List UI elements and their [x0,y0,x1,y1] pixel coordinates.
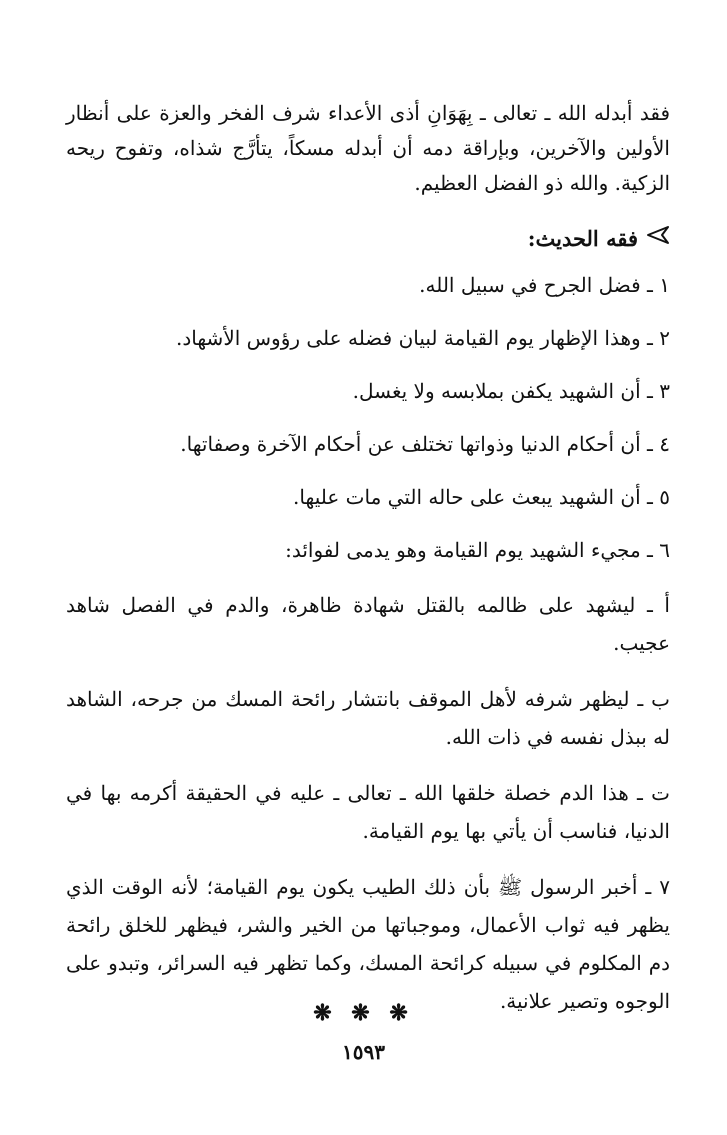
list-item: ٥ ـ أن الشهيد يبعث على حاله التي مات عليها. [293,485,670,509]
arrow-pointer-icon [646,221,670,256]
sub-item: أ ـ ليشهد على ظالمه بالقتل شهادة ظاهرة، والدم في الفصل شاهد عجيب. [66,593,670,655]
list-item: ٤ ـ أن أحكام الدنيا وذواتها تختلف عن أحكام الآخرة وصفاتها. [180,432,670,456]
intro-paragraph: فقد أبدله الله ـ تعالى ـ بِهَوَانِ أذى الأعداء شرف الفخر والعزة على أنظار الأولين والآخرين، وبإراقة دمه أن أبدله مسكاً، يتأرَّج شذاه، وتفوح ريحه الزكية. والله ذو الفضل العظيم. [66,101,671,195]
sub-item: ت ـ هذا الدم خصلة خلقها الله ـ تعالى ـ عليه في الحقيقة أكرمه بها في الدنيا، فناسب أن يأتي بها يوم القيامة. [66,781,670,843]
page-body [66,96,670,1038]
list-item: ٦ ـ مجيء الشهيد يوم القيامة وهو يدمى لفوائد: [285,538,670,562]
section-separator: ❋ ❋ ❋ [313,1000,414,1026]
arrow-pointer-svg [646,225,670,245]
page-number: ١٥٩٣ [342,1040,385,1064]
section-heading [66,221,670,256]
section-heading-text: فقه الحديث: [527,226,638,251]
sub-item: ب ـ ليظهر شرفه لأهل الموقف بانتشار رائحة المسك من جرحه، الشاهد له ببذل نفسه في ذات الله. [66,687,670,749]
list-item: ١ ـ فضل الجرح في سبيل الله. [419,273,670,297]
list-item: ٢ ـ وهذا الإظهار يوم القيامة لبيان فضله على رؤوس الأشهاد. [175,326,670,350]
list-item-7: ٧ ـ أخبر الرسول ﷺ بأن ذلك الطيب يكون يوم القيامة؛ لأنه الوقت الذي يظهر فيه ثواب الأعمال، وموجباتها من الخير والشر، فيظهر للخلق رائحة دم المكلوم في سبيله كرائحة المسك، وكما تظهر فيه السرائر، وتبدو على الوجوه وتصير علانية. [66,875,670,1013]
list-item: ٣ ـ أن الشهيد يكفن بملابسه ولا يغسل. [352,379,670,403]
